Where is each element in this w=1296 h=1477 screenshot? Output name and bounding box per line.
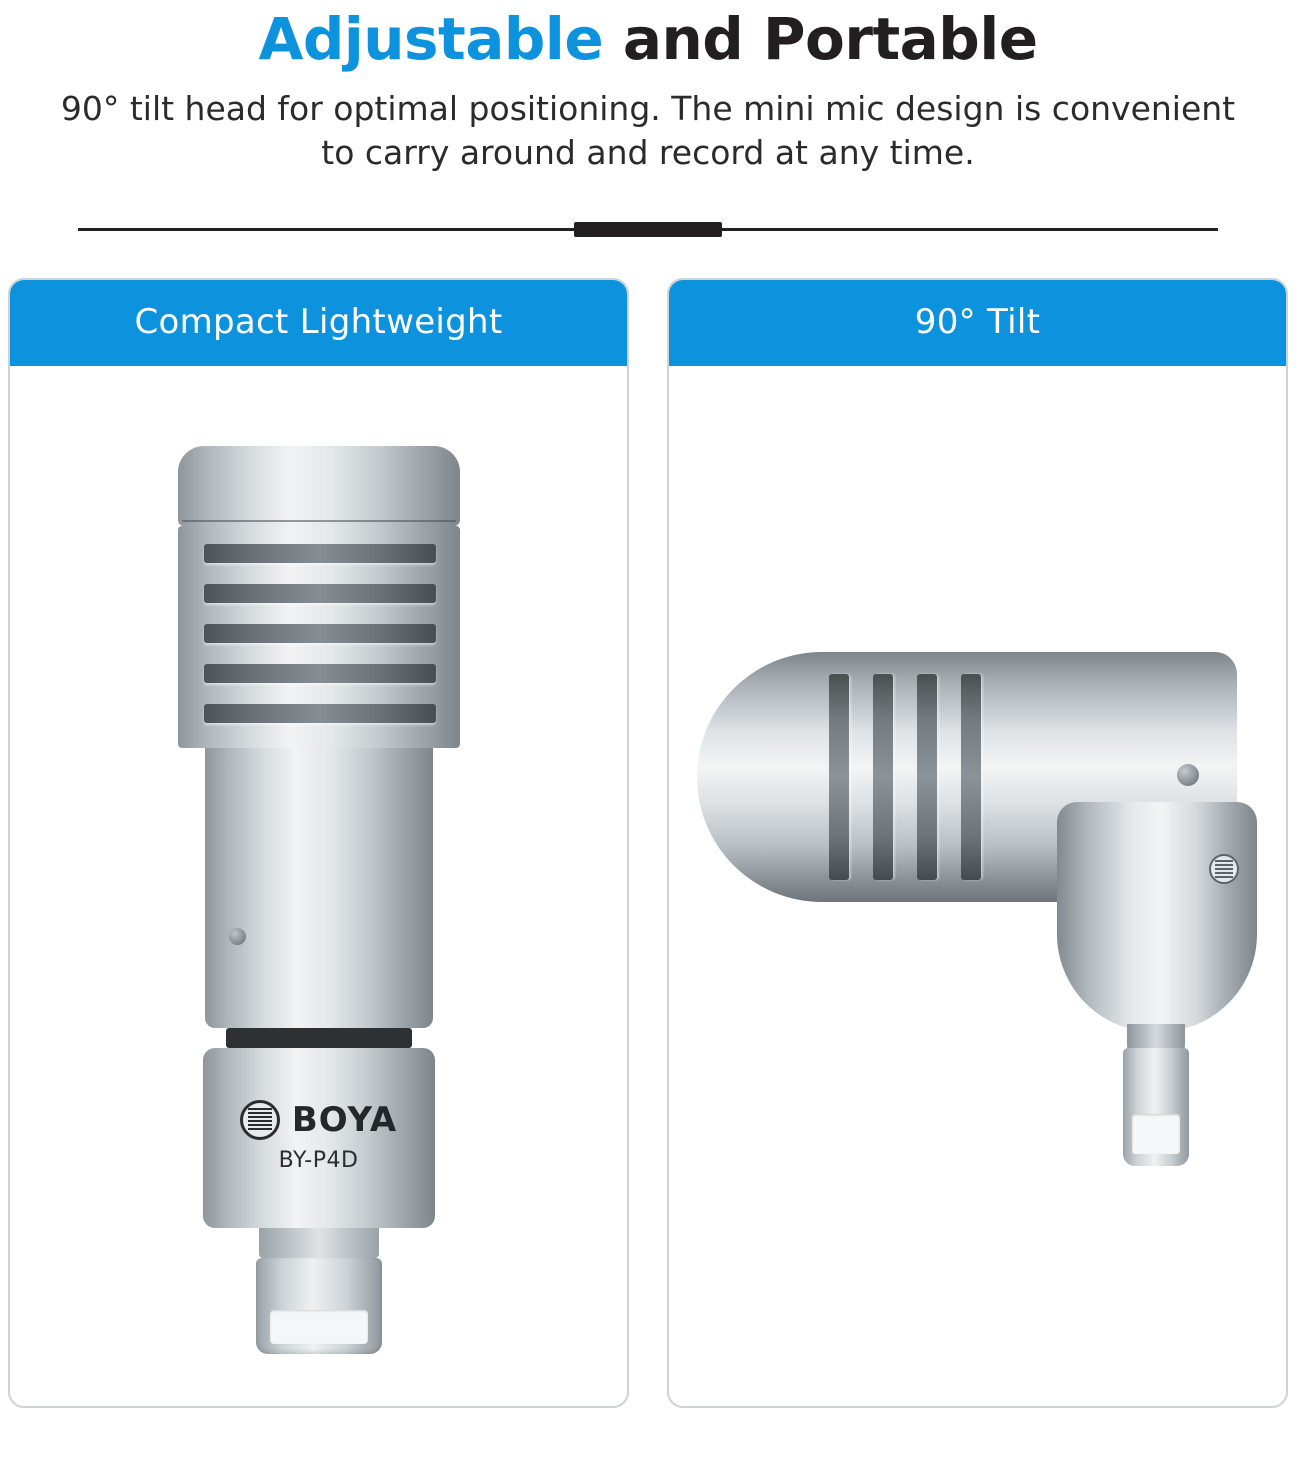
plug-neck [1127,1024,1185,1050]
mic-tilt-hinge [1057,802,1257,1032]
lightning-connector [256,1258,382,1354]
page-title-rest: and Portable [603,5,1038,73]
brand-row [203,1100,435,1140]
card-body-compact-lightweight [10,366,627,1406]
boya-logo-icon [1209,854,1239,884]
grille-slot [829,674,849,880]
microphone-vertical-image [178,446,460,1354]
grille-slot [204,584,436,603]
grille-slot [961,674,981,880]
page-title-accent: Adjustable [258,5,604,73]
card-title-compact-lightweight: Compact Lightweight [10,280,627,366]
card-body-90-tilt [669,366,1286,1406]
mic-body [205,748,433,1028]
lightning-connector [1123,1048,1189,1166]
section-divider [0,222,1296,236]
divider-center-block [574,222,722,237]
model-number: BY-P4D [278,1147,359,1173]
product-feature-page [0,6,1296,1477]
mic-grille-head [178,526,460,748]
plug-neck [259,1228,379,1258]
mic-top-cap [178,446,460,526]
grille-slot [204,704,436,723]
grille-slot [204,664,436,683]
page-title [0,6,1296,73]
page-subtitle: 90° tilt head for optimal positioning. The mini mic design is convenient to carry around and record at any time. [60,88,1236,173]
card-90-tilt [667,278,1288,1408]
microphone-tilted-image [687,652,1273,1252]
grille-slot [917,674,937,880]
mic-screw [229,928,246,945]
grille-slot [204,544,436,563]
brand-name: BOYA [291,1099,398,1140]
mic-hinge-collar [226,1028,412,1048]
boya-logo-icon [240,1100,280,1140]
mic-screw [1177,764,1199,786]
card-title-90-tilt: 90° Tilt [669,280,1286,366]
mic-base [203,1048,435,1228]
feature-cards [0,236,1296,1408]
grille-slot [204,624,436,643]
grille-slot [873,674,893,880]
card-compact-lightweight [8,278,629,1408]
